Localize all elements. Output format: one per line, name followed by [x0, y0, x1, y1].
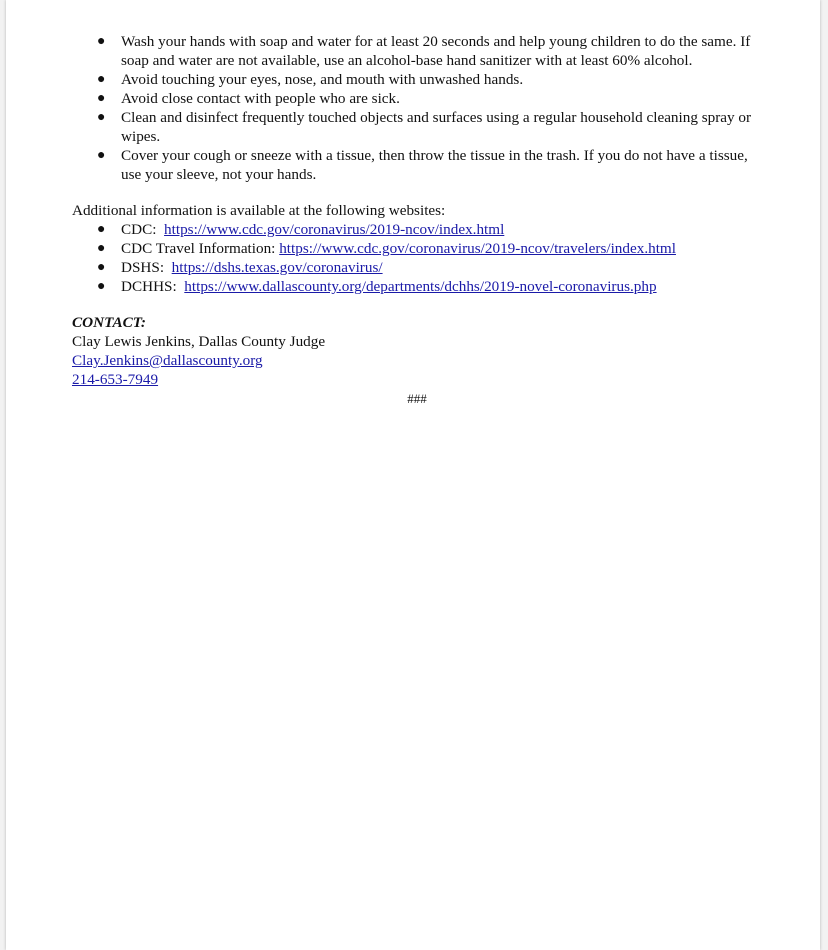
guidelines-list	[72, 32, 762, 184]
cdc-travel-link[interactable]: https://www.cdc.gov/coronavirus/2019-ncov/travelers/index.html	[279, 240, 676, 257]
list-item	[72, 70, 762, 89]
list-item	[72, 32, 762, 70]
bullet-icon: ●	[97, 91, 106, 106]
bullet-icon: ●	[97, 148, 106, 163]
document-page	[6, 0, 820, 950]
list-item	[72, 89, 762, 108]
bullet-icon: ●	[97, 72, 106, 87]
bullet-icon: ●	[97, 260, 106, 275]
link-item-dshs	[72, 258, 762, 277]
list-item	[72, 108, 762, 146]
links-list	[72, 220, 762, 296]
contact-email-link[interactable]: Clay.Jenkins@dallascounty.org	[72, 352, 263, 369]
bullet-icon: ●	[97, 110, 106, 125]
bullet-icon: ●	[97, 222, 106, 237]
list-item	[72, 146, 762, 184]
contact-phone-link[interactable]: 214-653-7949	[72, 371, 159, 388]
contact-name: Clay Lewis Jenkins, Dallas County Judge	[72, 333, 326, 350]
guideline-text: Avoid close contact with people who are sick.	[121, 90, 400, 107]
dchhs-link[interactable]: https://www.dallascounty.org/departments/dchhs/2019-novel-coronavirus.php	[184, 278, 657, 295]
document-content	[72, 32, 762, 408]
bullet-icon: ●	[97, 241, 106, 256]
end-mark: ###	[407, 391, 427, 406]
link-label: DSHS:	[121, 259, 165, 276]
guideline-text: Wash your hands with soap and water for at least 20 seconds and help young children to do the same. If soap and water are not available, use an alcohol-base hand sanitizer with at least 60% alcohol.	[121, 33, 751, 69]
link-label: DCHHS:	[121, 278, 177, 295]
bullet-icon: ●	[97, 34, 106, 49]
link-item-cdc-travel	[72, 239, 762, 258]
additional-info-intro: Additional information is available at the following websites:	[72, 202, 446, 219]
link-label: CDC:	[121, 221, 157, 238]
link-item-cdc	[72, 220, 762, 239]
guideline-text: Avoid touching your eyes, nose, and mouth with unwashed hands.	[121, 71, 524, 88]
dshs-link[interactable]: https://dshs.texas.gov/coronavirus/	[171, 259, 383, 276]
guideline-text: Clean and disinfect frequently touched objects and surfaces using a regular household cleaning spray or wipes.	[121, 109, 752, 145]
link-label: CDC Travel Information:	[121, 240, 276, 257]
bullet-icon: ●	[97, 279, 106, 294]
link-item-dchhs	[72, 277, 762, 296]
cdc-link[interactable]: https://www.cdc.gov/coronavirus/2019-ncov/index.html	[164, 221, 505, 238]
guideline-text: Cover your cough or sneeze with a tissue, then throw the tissue in the trash. If you do not have a tissue, use your sleeve, not your hands.	[121, 147, 748, 183]
contact-heading: CONTACT:	[72, 314, 146, 331]
